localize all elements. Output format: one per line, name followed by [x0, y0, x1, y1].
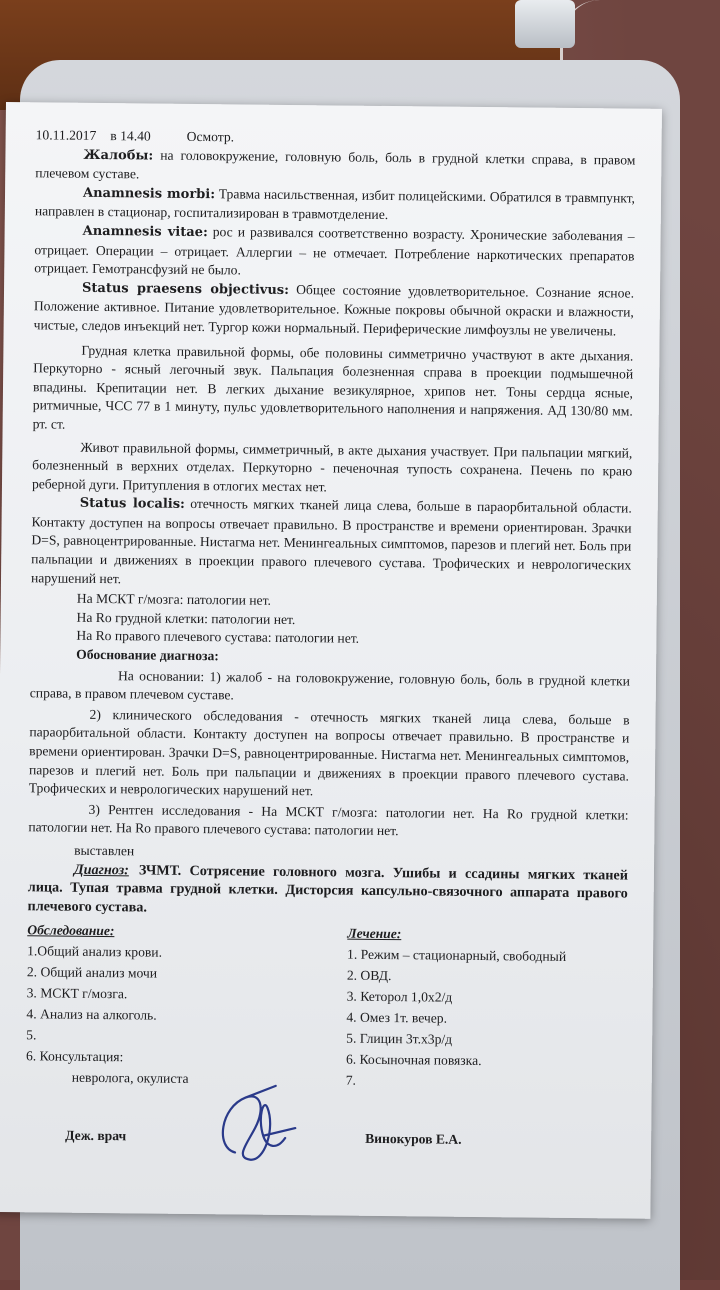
examination-item: 1.Общий анализ крови.: [27, 943, 163, 961]
treatment-title: Лечение:: [347, 925, 402, 942]
clipboard-clip: [515, 0, 575, 48]
treatment-item: 2. ОВД.: [346, 967, 392, 984]
treatment-item: 1. Режим – стационарный, свободный: [347, 946, 567, 965]
abdomen-exam: Живот правильной формы, симметричный, в акте дыхания участвует. При пальпации мягкий, болезненный в верхних отделах. Перкуторно - печеночная тупость сохранена. Печень по краю реберной дуги. Притупления в отлогих местах нет.: [31, 439, 633, 495]
treatment-item: 4. Омез 1т. вечер.: [346, 1009, 448, 1027]
chest-exam: Грудная клетка правильной формы, обе половины симметрично участвуют в акте дыхания. Перкуторно - ясный легочный звук. Пальпация болезненная справа в проекции подмышечной впадины. Крепитации нет. В легких дыхание везикулярное, хрипов нет. Тоны сердца ясные, ритмичные, ЧСС 77 в 1 минуту, пульс удовлетворительного наполнения и напряжения. АД 130/80 мм. рт. ст.: [32, 342, 634, 432]
examination-list: [26, 920, 318, 1091]
treatment-item: 6. Косыночная повязка.: [345, 1051, 482, 1069]
diagnosis-label: Диагноз:: [73, 861, 130, 878]
treatment-item: 3. Кеторол 1,0х2/д: [346, 988, 453, 1006]
examination-item: 2. Общий анализ мочи: [26, 964, 158, 981]
document-page: [0, 102, 662, 1219]
rationale-title: Обоснование диагноза:: [76, 646, 219, 664]
rationale-clinical: 2) клинического обследования - отечность мягких тканей лица слева, больше в параорбитальной области. Контакту доступен на вопросы отвечает правильно. В пространстве и времени ориентирован. Зрачки D=S, равноцентрированные. Нистагма нет. Менингеальных симптомов, парезов и плегий нет. Боль при пальпации и движениях в проекции правого плечевого сустава. Трофических и неврологических нарушений нет.: [28, 706, 630, 799]
complaints-text: на головокружение, головную боль, боль в грудной клетки справа, в правом плечевом суставе.: [35, 147, 636, 182]
status-praesens-text: Общее состояние удовлетворительное. Сознание ясное. Положение активное. Питание удовлетворительное. Кожные покровы обычной окраски и влажности, чистые, следов инъекций нет. Тургор кожи нормальный. Периферические лимфоузлы не увеличены.: [33, 281, 635, 339]
examination-item: 6. Консультация:: [25, 1048, 124, 1065]
complaints-section: [35, 145, 635, 189]
anamnesis-vitae-section: [34, 221, 635, 284]
doctor-role: Деж. врач: [65, 1127, 127, 1144]
record-date: 10.11.2017: [35, 127, 97, 143]
rationale-xray: 3) Рентген исследования - На МСКТ г/мозга: патологии нет. На Ro грудной клетки: патологии нет. На Ro правого плечевого сустава: патологии нет.: [28, 801, 629, 839]
examination-title: Обследование:: [27, 922, 115, 939]
imaging-item: На МСКТ г/мозга: патологии нет.: [76, 591, 272, 609]
status-praesens-section: [34, 278, 635, 341]
examination-item: 4. Анализ на алкоголь.: [26, 1006, 157, 1023]
treatment-list: [346, 923, 628, 1094]
handwritten-signature-icon: [205, 1077, 306, 1168]
imaging-results: [30, 590, 631, 652]
examination-item: 5.: [26, 1027, 37, 1043]
status-localis-label: Status localis:: [79, 496, 185, 513]
examination-item: невролога, окулиста: [71, 1070, 189, 1087]
status-localis-text: отечность мягких тканей лица слева, больше в параорбитальной области. Контакту доступен на вопросы отвечает правильно. В пространстве и времени ориентирован. Зрачки D=S, равноцентрированные. Нистагма нет. Менингеальных симптомов, парезов и плегий нет. Боль при пальпации и движениях в проекции правого плечевого сустава. Трофических и неврологических нарушений нет.: [30, 496, 632, 586]
anamnesis-morbi-text: Травма насильственная, избит полицейскими. Обратился в травмпункт, направлен в стационар, госпитализирован в травмотделение.: [34, 186, 636, 223]
imaging-item: На Ro правого плечевого сустава: патологии нет.: [76, 628, 360, 647]
treatment-item: 7.: [345, 1072, 357, 1089]
rationale-set: выставлен: [74, 842, 135, 859]
examination-item: 3. МСКТ г/мозга.: [26, 985, 128, 1002]
status-praesens-label: Status praesens objectivus:: [81, 280, 290, 298]
doctor-name: Винокуров Е.А.: [365, 1130, 462, 1147]
complaints-label: Жалобы:: [83, 147, 154, 164]
treatment-item: 5. Глицин 3т.х3р/д: [346, 1030, 453, 1048]
status-localis-section: [31, 494, 632, 594]
record-time: в 14.40: [110, 128, 151, 144]
signature-block: [25, 1106, 626, 1172]
diagnosis-section: [27, 860, 628, 922]
diagnosis-text: ЗЧМТ. Сотрясение головного мозга. Ушибы и ссадины мягких тканей лица. Тупая травма грудной клетки. Дисторсия капсульно-связочного аппарата правого плечевого сустава.: [27, 861, 629, 916]
record-title: Осмотр.: [186, 128, 235, 145]
medical-record: [25, 126, 636, 1172]
rationale-complaints: На основании: 1) жалоб - на головокружение, головную боль, боль в грудной клетки справа, в правом плечевом суставе.: [29, 667, 631, 703]
plan-columns: [26, 920, 628, 1094]
anamnesis-morbi-section: [35, 183, 635, 227]
anamnesis-vitae-label: Anamnesis vitae:: [82, 223, 208, 241]
anamnesis-morbi-label: Anamnesis morbi:: [82, 185, 216, 202]
anamnesis-vitae-text: рос и развивался соответственно возрасту. Хронические заболевания – отрицает. Операции – отрицает. Аллергии – не отмечает. Потребление наркотических препаратов отрицает. Гемотрансфузий не было.: [34, 224, 635, 278]
imaging-item: На Ro грудной клетки: патологии нет.: [76, 609, 296, 627]
